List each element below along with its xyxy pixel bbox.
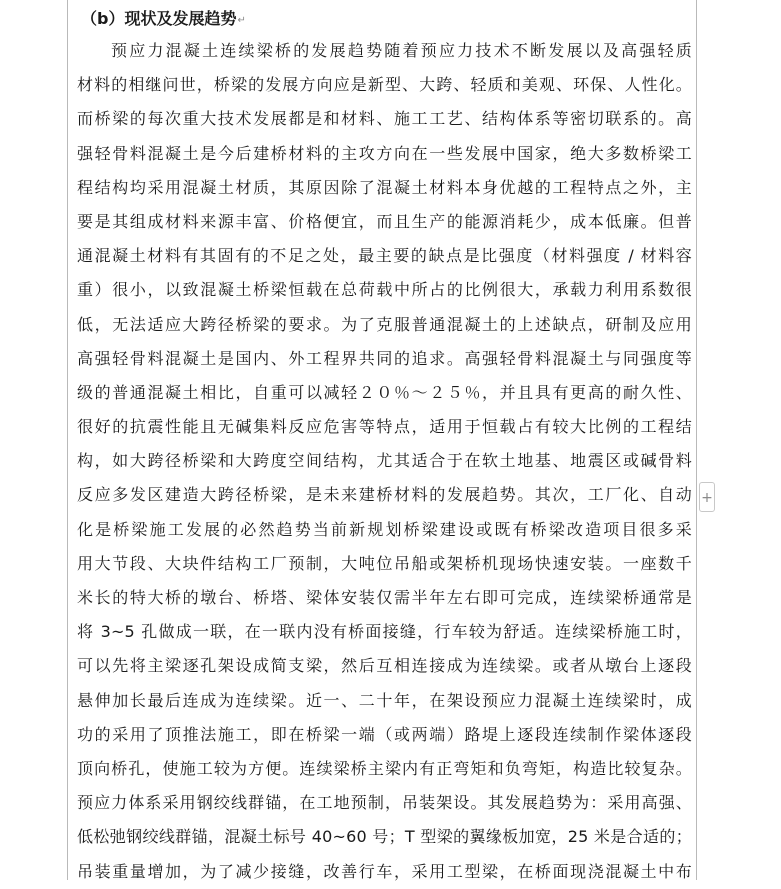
text-line: 功的采用了顶推法施工，即在桥梁一端（或两端）路堤上逐段连续制作梁体逐段	[77, 724, 692, 744]
add-block-button[interactable]	[699, 482, 715, 512]
text-line: 而桥梁的每次重大技术发展都是和材料、施工工艺、结构体系等密切联系的。高	[77, 109, 692, 129]
text-line: 将 3~5 孔做成一联，在一联内没有桥面接缝，行车较为舒适。连续梁桥施工时，	[77, 622, 692, 642]
section-heading-text: （b）现状及发展趋势	[81, 9, 237, 28]
text-line: 低松弛钢绞线群锚，混凝土标号 40~60 号；T 型梁的翼缘板加宽，25 米是合适的；	[77, 827, 692, 847]
text-line: 重）很小，以致混凝土桥梁恒载在总荷载中所占的比例很大，承载力利用系数很	[77, 280, 692, 300]
text-line: 预应力体系采用钢绞线群锚，在工地预制，吊装架设。其发展趋势为：采用高强、	[77, 793, 692, 813]
text-line: 可以先将主梁逐孔架设成简支梁，然后互相连接成为连续梁。或者从墩台上逐段	[77, 656, 692, 676]
text-line: 用大节段、大块件结构工厂预制，大吨位吊船或架桥机现场快速安装。一座数千	[77, 553, 692, 573]
text-line: 强轻骨料混凝土是今后建桥材料的主攻方向在一些发展中国家，绝大多数桥梁工	[77, 143, 692, 163]
text-line: 预应力混凝土连续梁桥的发展趋势随着预应力技术不断发展以及高强轻质	[111, 41, 692, 60]
text-line: 通混凝土材料有其固有的不足之处，最主要的缺点是比强度（材料强度 / 材料容	[77, 246, 692, 266]
text-line: 低，无法适应大跨径桥梁的要求。为了克服普通混凝土的上述缺点，研制及应用	[77, 314, 692, 334]
text-line: 悬伸加长最后连成为连续梁。近一、二十年，在架设预应力混凝土连续梁时，成	[77, 690, 692, 710]
text-line: 米长的特大桥的墩台、桥塔、梁体安装仅需半年左右即可完成，连续梁桥通常是	[77, 588, 692, 607]
section-heading	[77, 4, 692, 34]
text-line: 顶向桥孔，使施工较为方便。连续梁桥主梁内有正弯矩和负弯矩，构造比较复杂。	[77, 758, 692, 778]
text-line: 吊装重量增加，为了减少接缝，改善行车，采用工型梁，在桥面现浇混凝土中布	[77, 861, 692, 881]
document-body[interactable]	[77, 4, 692, 889]
text-line: 材料的相继问世，桥梁的发展方向应是新型、大跨、轻质和美观、环保、人性化。	[77, 75, 692, 95]
paragraph-mark-icon: ↵	[237, 15, 246, 26]
plus-icon: +	[701, 490, 713, 506]
text-line: 高强轻骨料混凝土是国内、外工程界共同的追求。高强轻骨料混凝土与同强度等	[77, 348, 692, 368]
text-line: 反应多发区建造大跨径桥梁，是未来建桥材料的发展趋势。其次，工厂化、自动	[77, 485, 692, 505]
text-line: 程结构均采用混凝土材质，其原因除了混凝土材料本身优越的工程特点之外，主	[77, 177, 692, 197]
text-line: 很好的抗震性能且无碱集料反应危害等特点，适用于恒载占有较大比例的工程结	[77, 417, 692, 437]
text-line: 构，如大跨径桥梁和大跨度空间结构，尤其适合于在软土地基、地震区或碱骨料	[77, 451, 692, 471]
text-line: 要是其组成材料来源丰富、价格便宜，而且生产的能源消耗少，成本低廉。但普	[77, 211, 692, 231]
body-paragraph	[77, 34, 692, 889]
text-line: 级的普通混凝土相比，自重可以减轻２０％～２５％，并且具有更高的耐久性、	[77, 382, 692, 402]
text-line: 化是桥梁施工发展的必然趋势当前新规划桥梁建设或既有桥梁改造项目很多采	[77, 519, 692, 539]
